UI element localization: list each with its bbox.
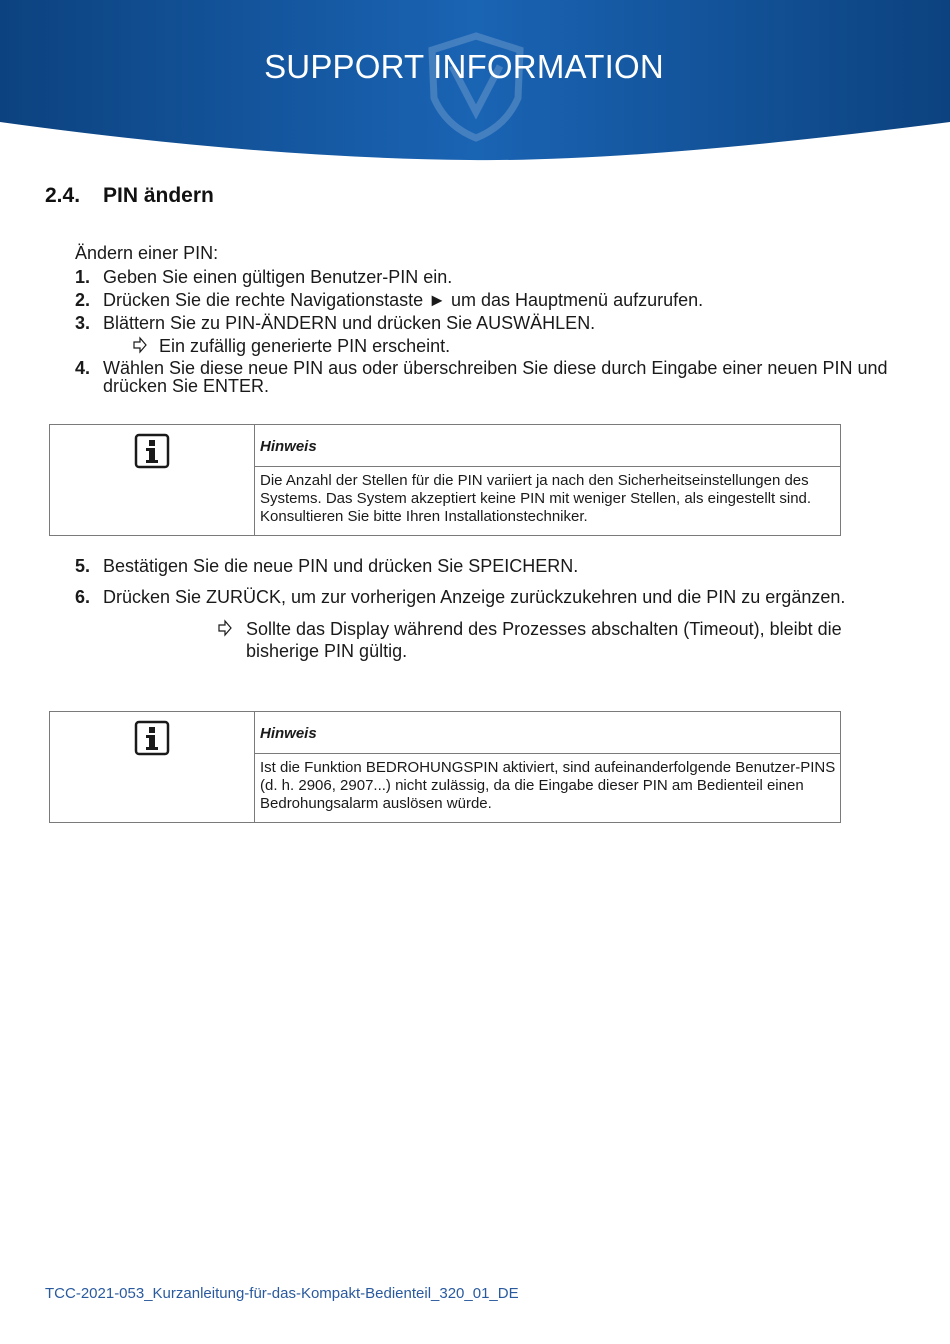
note-text: Ist die Funktion BEDROHUNGSPIN aktiviert, sind aufeinanderfolgende Benutzer-PINS (d. h. 2906, 2907...) nicht zulässig, da die Eingabe dieser PIN am Bedienteil einen Bedrohungsalarm auslösen würde. xyxy=(260,759,836,812)
list-item xyxy=(75,358,915,395)
step-number: 2. xyxy=(75,290,91,310)
step-number: 3. xyxy=(75,313,91,333)
section-title: PIN ändern xyxy=(103,184,214,207)
step-text: Blättern Sie zu PIN-ÄNDERN und drücken Sie AUSWÄHLEN. xyxy=(103,313,596,333)
steps-list-a xyxy=(75,266,915,395)
step-text: Drücken Sie ZURÜCK, um zur vorherigen Anzeige zurückzukehren und die PIN zu ergänzen. xyxy=(103,587,846,607)
step-number: 4. xyxy=(75,358,91,378)
list-item xyxy=(75,312,915,335)
list-item xyxy=(75,266,915,289)
step-number: 6. xyxy=(75,587,91,607)
step-text: Wählen Sie diese neue PIN aus oder überschreiben Sie diese durch Eingabe einer neuen PIN und drücken Sie ENTER. xyxy=(103,358,888,396)
step-result xyxy=(75,618,915,662)
step-number: 5. xyxy=(75,556,91,576)
step-text: Geben Sie einen gültigen Benutzer-PIN ein. xyxy=(103,267,453,287)
note-title: Hinweis xyxy=(255,425,840,467)
note-icon-cell xyxy=(50,425,255,535)
steps-list-b xyxy=(75,555,915,662)
intro-text: Ändern einer PIN: xyxy=(75,243,219,263)
document-id-footer: TCC-2021-053_Kurzanleitung-für-das-Kompakt-Bedienteil_320_01_DE xyxy=(45,1285,519,1302)
result-arrow-icon xyxy=(133,335,147,360)
section-number: 2.4. xyxy=(45,184,81,207)
section-heading xyxy=(45,184,214,208)
info-icon xyxy=(134,433,170,469)
list-item xyxy=(75,555,915,586)
result-text: Sollte das Display während des Prozesses abschalten (Timeout), bleibt die bisherige PIN gültig. xyxy=(246,619,842,661)
note-box xyxy=(49,711,841,823)
list-item xyxy=(75,289,915,312)
header-banner xyxy=(0,0,950,165)
note-box xyxy=(49,424,841,536)
result-arrow-icon xyxy=(218,618,232,643)
note-title: Hinweis xyxy=(255,712,840,754)
page-title: SUPPORT INFORMATION xyxy=(264,48,664,85)
step-number: 1. xyxy=(75,267,91,287)
note-text: Die Anzahl der Stellen für die PIN variiert ja nach den Sicherheitseinstellungen des Systems. Das System akzeptiert keine PIN mit weniger Stellen, als eingestellt sind. Konsultieren Sie bitte Ihren Installationstechniker. xyxy=(260,472,812,525)
step-text: Bestätigen Sie die neue PIN und drücken Sie SPEICHERN. xyxy=(103,556,579,576)
step-result xyxy=(75,335,915,358)
list-item xyxy=(75,586,915,618)
step-text: Drücken Sie die rechte Navigationstaste ► um das Hauptmenü aufzurufen. xyxy=(103,290,704,310)
info-icon xyxy=(134,720,170,756)
note-icon-cell xyxy=(50,712,255,822)
result-text: Ein zufällig generierte PIN erscheint. xyxy=(159,336,451,356)
